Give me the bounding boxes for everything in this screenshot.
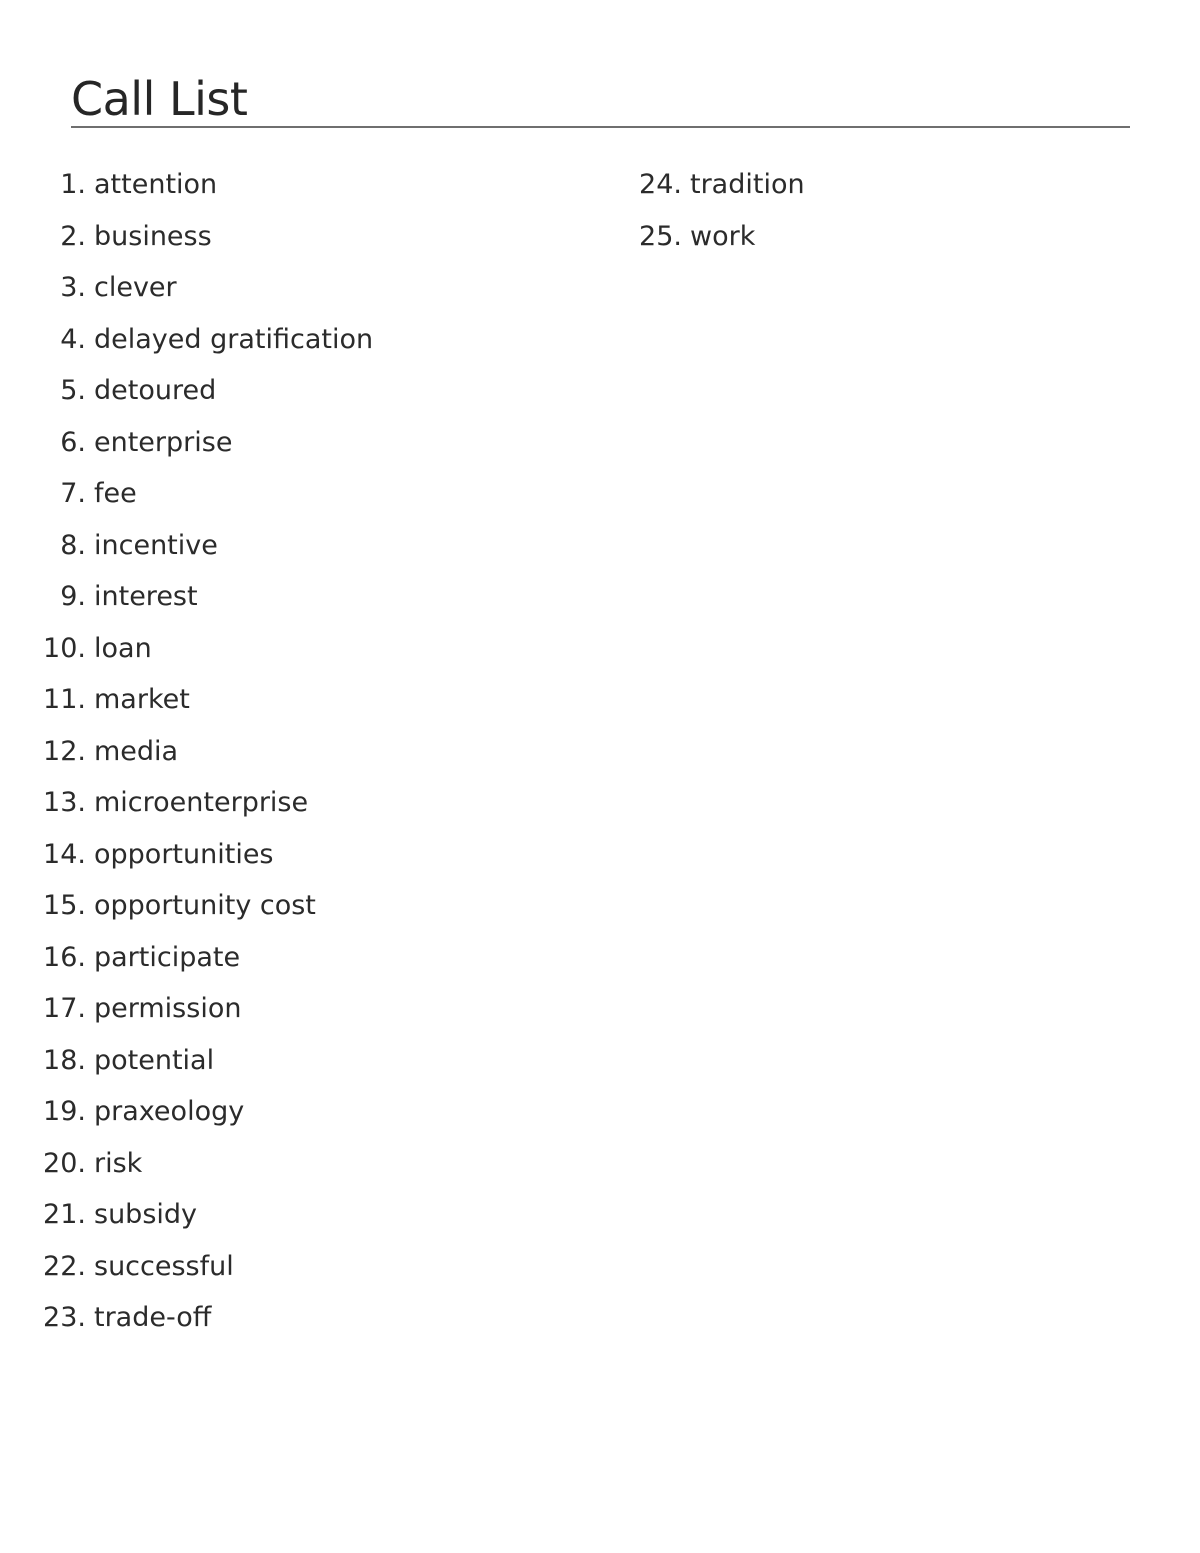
item-term: incentive xyxy=(94,529,218,561)
list-item xyxy=(0,1241,373,1293)
list-item xyxy=(0,159,373,211)
list-item xyxy=(0,365,373,417)
item-number: 20. xyxy=(43,1147,86,1179)
list-item xyxy=(0,1035,373,1087)
item-number: 8. xyxy=(60,529,86,561)
list-item xyxy=(0,623,373,675)
list-item xyxy=(0,777,373,829)
item-term: potential xyxy=(94,1044,215,1076)
title-divider xyxy=(71,126,1130,128)
item-term: opportunity cost xyxy=(94,890,316,921)
item-number: 25. xyxy=(639,220,682,252)
list-item xyxy=(0,468,373,520)
item-number: 4. xyxy=(60,323,86,355)
list-item xyxy=(0,880,373,932)
item-number: 2. xyxy=(60,220,86,252)
item-term: detoured xyxy=(94,375,217,406)
page-title: Call List xyxy=(71,72,248,126)
list-item xyxy=(0,571,373,623)
list-item xyxy=(596,159,805,211)
list-item xyxy=(0,1138,373,1190)
item-number: 16. xyxy=(43,941,86,973)
list-item xyxy=(0,1086,373,1138)
item-term: interest xyxy=(94,581,198,612)
item-term: opportunities xyxy=(94,838,274,870)
item-number: 6. xyxy=(60,426,86,458)
item-term: successful xyxy=(94,1250,234,1282)
item-term: loan xyxy=(94,632,152,664)
item-number: 21. xyxy=(43,1199,86,1230)
item-term: delayed gratification xyxy=(94,323,374,355)
item-term: praxeology xyxy=(94,1096,245,1127)
item-term: market xyxy=(94,684,190,715)
item-number: 3. xyxy=(60,272,86,303)
item-number: 11. xyxy=(43,684,86,715)
item-number: 7. xyxy=(60,478,86,509)
list-item xyxy=(596,211,805,263)
list-item xyxy=(0,932,373,984)
list-item xyxy=(0,520,373,572)
list-item xyxy=(0,417,373,469)
item-number: 15. xyxy=(43,890,86,921)
list-item xyxy=(0,1292,373,1344)
list-item xyxy=(0,211,373,263)
item-term: tradition xyxy=(690,169,805,200)
item-term: clever xyxy=(94,272,177,303)
list-item xyxy=(0,983,373,1035)
item-number: 17. xyxy=(43,993,86,1024)
item-term: attention xyxy=(94,169,218,200)
item-term: permission xyxy=(94,993,242,1024)
list-item xyxy=(0,674,373,726)
item-number: 5. xyxy=(60,375,86,406)
item-number: 12. xyxy=(43,735,86,767)
item-number: 24. xyxy=(639,169,682,200)
item-number: 10. xyxy=(43,632,86,664)
list-item xyxy=(0,829,373,881)
item-number: 14. xyxy=(43,838,86,870)
list-item xyxy=(0,262,373,314)
item-number: 1. xyxy=(60,169,86,200)
item-number: 9. xyxy=(60,581,86,612)
item-number: 13. xyxy=(43,787,86,818)
item-term: participate xyxy=(94,941,241,973)
item-term: enterprise xyxy=(94,426,233,458)
item-term: subsidy xyxy=(94,1199,198,1230)
item-term: work xyxy=(690,220,756,252)
item-number: 19. xyxy=(43,1096,86,1127)
list-item xyxy=(0,314,373,366)
call-list-column-2 xyxy=(596,159,805,262)
list-item xyxy=(0,726,373,778)
item-number: 23. xyxy=(43,1302,86,1333)
item-number: 18. xyxy=(43,1044,86,1076)
call-list-column-1 xyxy=(0,159,373,1344)
item-term: fee xyxy=(94,478,137,509)
item-term: business xyxy=(94,220,212,252)
item-term: risk xyxy=(94,1147,143,1179)
item-term: media xyxy=(94,735,179,767)
item-term: trade-off xyxy=(94,1302,212,1333)
item-term: microenterprise xyxy=(94,787,309,818)
list-item xyxy=(0,1189,373,1241)
item-number: 22. xyxy=(43,1250,86,1282)
